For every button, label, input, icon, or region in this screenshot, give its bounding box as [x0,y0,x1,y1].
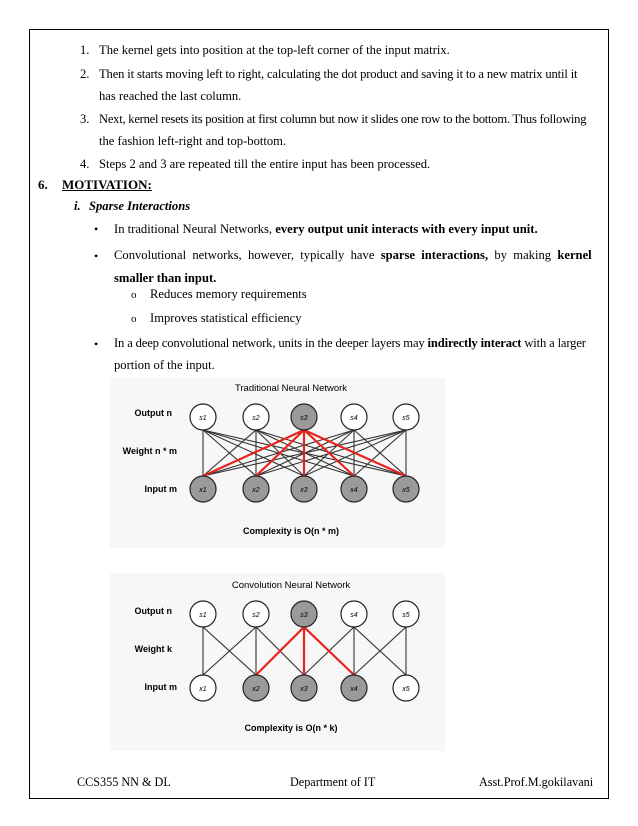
section-title: MOTIVATION: [62,177,152,192]
step-2-text-line2: has reached the last column. [99,89,242,103]
figure-2-title: Convolution Neural Network [231,580,351,591]
footer-department: Department of IT [290,775,376,789]
output-node-3 [291,601,317,627]
svg-text:s2: s2 [252,612,260,619]
output-node-5 [393,404,419,430]
sub-bullet-circle: o [131,289,137,301]
footer-course: CCS355 NN & DL [77,775,171,789]
svg-text:x5: x5 [402,487,410,494]
svg-text:x1: x1 [199,487,207,494]
sub-bullet-2-text: Improves statistical efficiency [150,311,302,325]
section-number: 6. [38,177,48,192]
input-node-5 [393,476,419,502]
step-4-number: 4. [80,157,90,171]
sub-bullet-1-text: Reduces memory requirements [150,287,307,301]
figure-1-complexity: Complexity is O(n * m) [242,526,340,536]
subsection-title: Sparse Interactions [89,199,191,213]
svg-text:s5: s5 [402,612,410,619]
figure-2-complexity: Complexity is O(n * k) [244,723,338,733]
output-node-2 [243,404,269,430]
step-3-text-line2: the fashion left-right and top-bottom. [99,134,287,148]
svg-text:s2: s2 [252,415,260,422]
figure-1-row-label-weight: Weight n * m [122,446,177,456]
input-node-2 [243,675,269,701]
figure-1-row-label-output: Output n [134,408,172,418]
svg-text:s5: s5 [402,415,410,422]
figure-2-row-label-output: Output n [134,606,172,616]
svg-text:s1: s1 [199,612,207,619]
bullet-2-text-line2: smaller than input. [114,271,217,285]
step-3-text-line1: Next, kernel resets its position at first column but now it slides one row to the bottom. Thus following [99,112,587,126]
input-node-5 [393,675,419,701]
output-node-1 [190,404,216,430]
figure-2-row-label-input: Input m [144,682,177,692]
svg-text:x2: x2 [252,487,260,494]
input-node-2 [243,476,269,502]
convolution-nn-diagram [110,573,445,751]
svg-text:x3: x3 [300,487,308,494]
svg-text:x2: x2 [252,686,260,693]
sub-bullet-circle: o [131,313,137,325]
svg-text:x4: x4 [350,487,358,494]
step-2-number: 2. [80,67,90,81]
bullet-dot: • [94,249,99,263]
svg-text:x4: x4 [350,686,358,693]
input-node-3 [291,476,317,502]
step-3-number: 3. [80,112,90,126]
svg-text:x1: x1 [199,686,207,693]
svg-text:s4: s4 [350,415,358,422]
input-node-1 [190,476,216,502]
svg-text:x5: x5 [402,686,410,693]
output-node-4 [341,601,367,627]
svg-text:s4: s4 [350,612,358,619]
figure-1-title: Traditional Neural Network [234,383,348,394]
output-node-1 [190,601,216,627]
input-node-4 [341,675,367,701]
input-node-4 [341,476,367,502]
output-node-4 [341,404,367,430]
svg-text:x3: x3 [300,686,308,693]
bullet-dot: • [94,222,99,236]
output-node-2 [243,601,269,627]
bullet-2-text-line1: Convolutional networks, however, typically have sparse interactions, by making kernel [114,248,592,262]
bullet-dot: • [94,337,99,351]
subsection-number: i. [74,199,81,213]
svg-text:s1: s1 [199,415,207,422]
svg-text:s3: s3 [300,415,308,422]
traditional-nn-diagram [110,378,445,548]
figure-1-row-label-input: Input m [144,484,177,494]
step-1-number: 1. [80,43,90,57]
bullet-1-text: In traditional Neural Networks, every output unit interacts with every input unit. [114,222,538,236]
input-node-3 [291,675,317,701]
output-node-3 [291,404,317,430]
output-node-5 [393,601,419,627]
bullet-3-text-line2: portion of the input. [114,358,215,372]
step-2-text-line1: Then it starts moving left to right, calculating the dot product and saving it to a new matrix until it [99,67,578,81]
step-4-text: Steps 2 and 3 are repeated till the entire input has been processed. [99,157,431,171]
input-node-1 [190,675,216,701]
step-1-text: The kernel gets into position at the top-left corner of the input matrix. [99,43,450,57]
bullet-3-text-line1: In a deep convolutional network, units in the deeper layers may indirectly interact with a larger [114,336,586,350]
figure-2-row-label-weight: Weight k [134,644,172,654]
footer-author: Asst.Prof.M.gokilavani [479,775,594,789]
svg-text:s3: s3 [300,612,308,619]
